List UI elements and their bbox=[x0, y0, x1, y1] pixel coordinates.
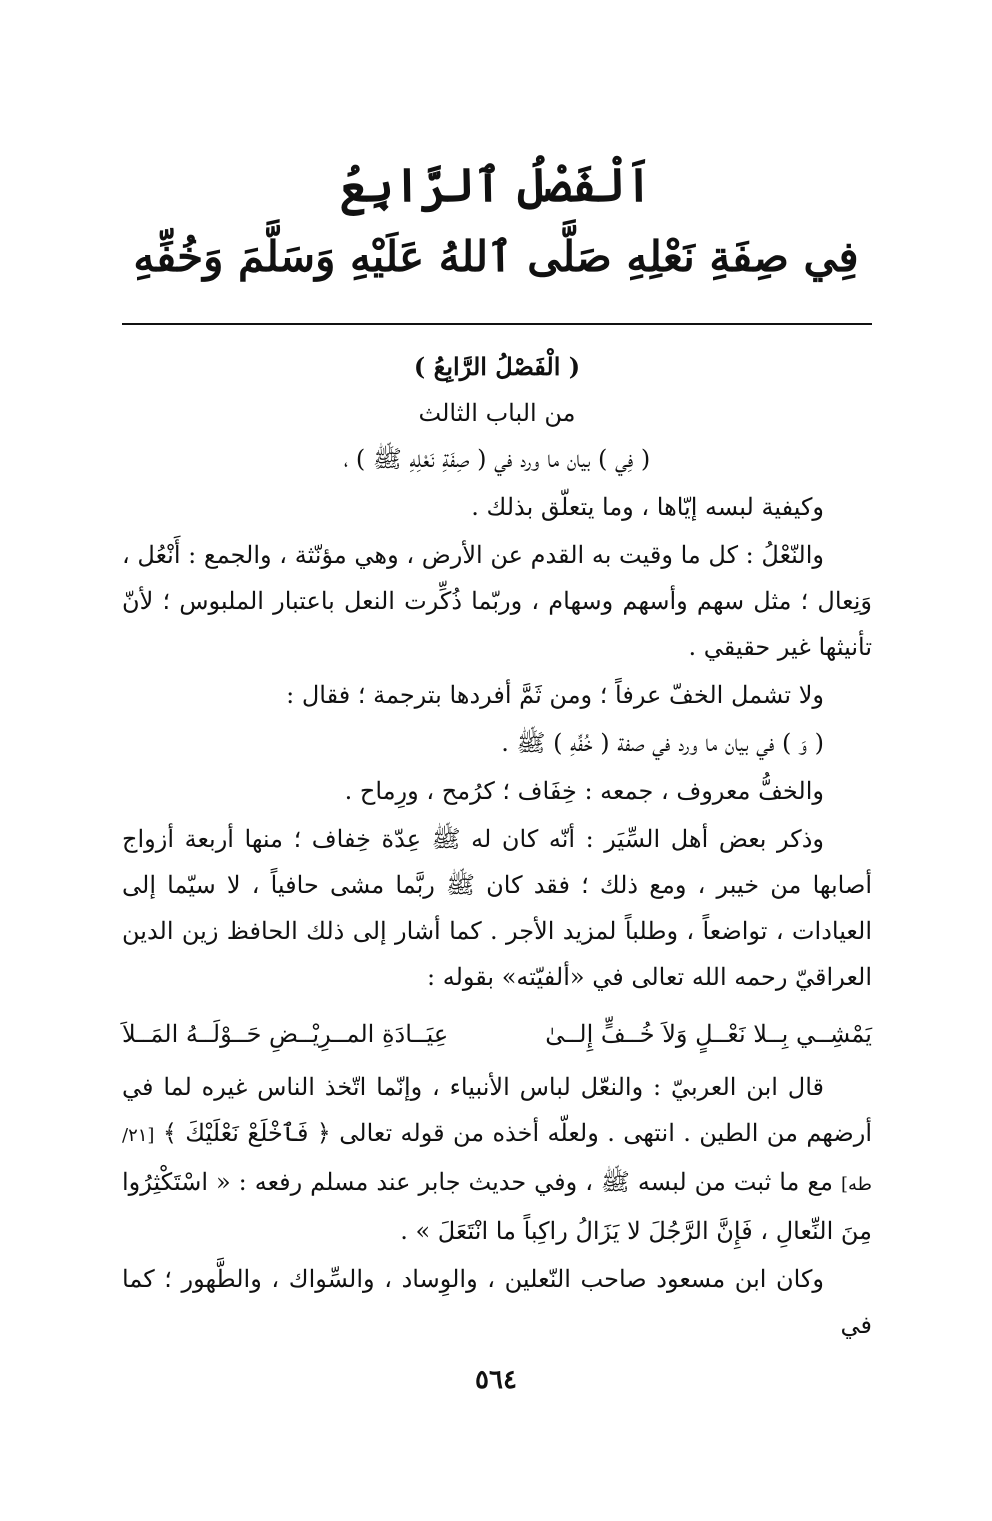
chapter-reference: من الباب الثالث bbox=[418, 399, 576, 427]
subject-line: ( فِي ) بيان ما ورد في ( صِفَةِ نَعْلِهِ ﷺ ) ، bbox=[343, 445, 651, 473]
poem-second-hemistich: عِيَــادَةِ المــرِيْــضِ حَــوْلَــهُ المَــلاَ bbox=[122, 1020, 449, 1048]
page-body bbox=[122, 344, 872, 1348]
paragraph-7-continuation: مع ما ثبت من لبسه ﷺ ، وفي حديث جابر عند مسلم رفعه : « اسْتَكْثِرُوا مِنَ النِّعالِ ، فَإِنَّ الرَّجُلَ لا يَزَالُ راكِباً ما انْتَعَلَ » . bbox=[122, 1168, 872, 1245]
header-divider bbox=[122, 323, 872, 325]
paragraph-5: والخفُّ معروف ، جمعه : خِفَاف ؛ كرُمح ، ورِماح . bbox=[344, 777, 824, 805]
paragraph-8: وكان ابن مسعود صاحب النّعلين ، والوِساد ، والسِّواك ، والطَّهور ؛ كما في bbox=[122, 1265, 872, 1339]
poem-first-hemistich: يَمْشِــي بِــلا نَعْــلٍ وَلاَ خُــفٍّ إِلــىٰ bbox=[545, 1020, 872, 1048]
poem-verse bbox=[122, 1008, 872, 1060]
paragraph-1: وكيفية لبسه إيّاها ، وما يتعلّق بذلك . bbox=[471, 493, 824, 521]
paragraph-7 bbox=[122, 1064, 872, 1254]
paragraph-2: والنّعْلُ : كل ما وقيت به القدم عن الأرض ، وهي مؤنّثة ، والجمع : أَنْعُل ، وَنِعال ؛ مثل سهم وأسهم وسهام ، وربّما ذُكِّرت النعل باعتبار الملبوس ؛ لأنّ تأنيثها غير حقيقي . bbox=[122, 541, 872, 661]
chapter-subtitle: فِي صِفَةِ نَعْلِهِ صَلَّى ٱللهُ عَلَيْهِ وَسَلَّمَ وَخُفِّهِ bbox=[133, 232, 859, 281]
page-number: ٥٦٤ bbox=[475, 1365, 517, 1395]
paragraph-3: ولا تشمل الخفّ عرفاً ؛ ومن ثَمَّ أفردها بترجمة ؛ فقال : bbox=[286, 681, 824, 709]
quran-reference: [٢١/طه] bbox=[122, 1125, 872, 1195]
section-title: ( الْفَصْلُ الرَّابِعُ ) bbox=[413, 352, 581, 381]
paragraph-7-text: قال ابن العربيّ : والنعّل لباس الأنبياء ، وإنّما اتّخذ الناس غيره لما في أرضهم من الطين . انتهى . ولعلّه أخذه من قوله تعالى ﴿ فَٱخْلَعْ نَعْلَيْكَ ﴾ bbox=[122, 1073, 872, 1147]
paragraph-6: وذكر بعض أهل السِّيَر : أنّه كان له ﷺ عِدّة خِفاف ؛ منها أربعة أزواج أصابها من خيبر ، ومع ذلك ؛ فقد كان ﷺ ربَّما مشى حافياً ، لا سيّما إلى العيادات ، تواضعاً ، وطلباً لمزيد الأجر . كما أشار إلى ذلك الحافظ زين الدين العراقيّ رحمه الله تعالى في «ألفيّته» بقوله : bbox=[122, 825, 872, 991]
paragraph-4: ( وَ ) في بيان ما ورد في صفة ( خُفِّهِ ) ﷺ . bbox=[501, 729, 824, 757]
chapter-title: اَلْفَصْلُ ٱلرَّابِعُ bbox=[339, 158, 653, 212]
